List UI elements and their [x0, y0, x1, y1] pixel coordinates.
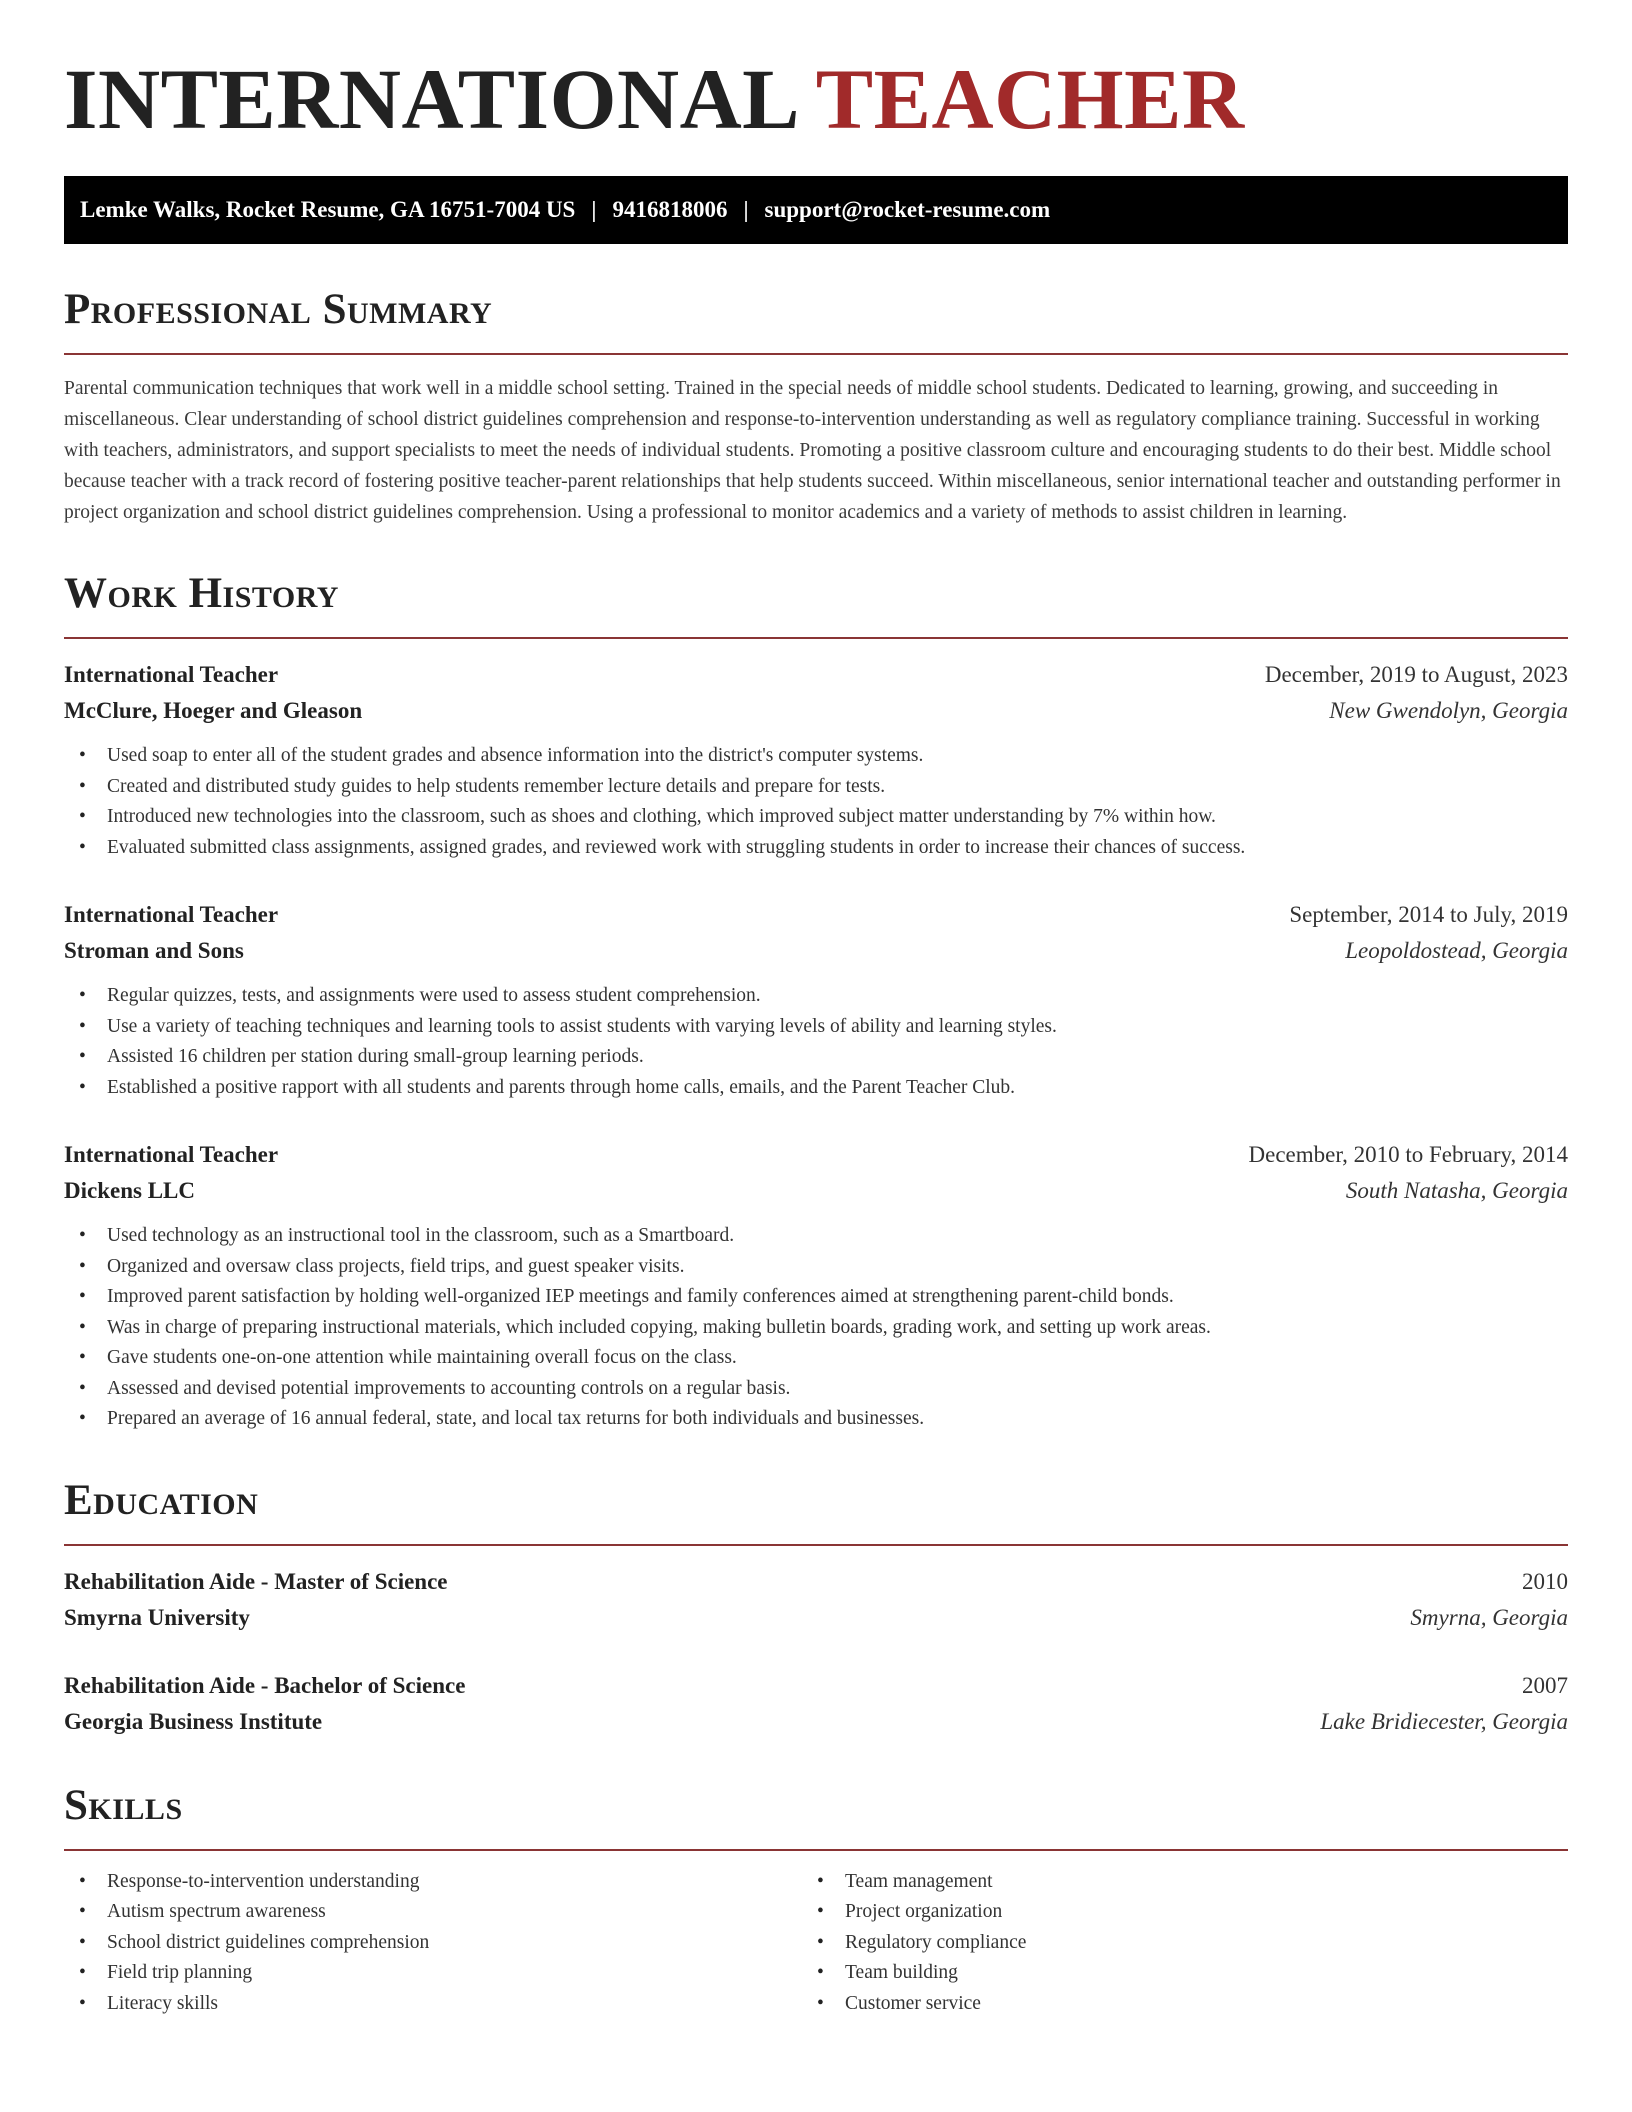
job-location: Leopoldostead, Georgia [1345, 938, 1568, 963]
list-item: • Established a positive rapport with all students and parents through home calls, emails, and the Parent Teacher Club. [64, 1073, 1568, 1104]
education-entry [64, 1668, 1568, 1740]
list-item: • Introduced new technologies into the classroom, such as shoes and clothing, which improved subject matter understanding by 7% within how. [64, 802, 1568, 833]
education-school: Georgia Business Institute [64, 1708, 323, 1734]
skills-section [64, 1781, 1568, 2020]
job-dates: December, 2010 to February, 2014 [1248, 1142, 1568, 1167]
job-entry [64, 657, 1568, 863]
education-location: Smyrna, Georgia [1410, 1604, 1568, 1630]
contact-address: Lemke Walks, Rocket Resume, GA 16751-7004 US [80, 197, 576, 222]
skill-item: • Response-to-intervention understanding [64, 1867, 802, 1898]
skill-item: • Customer service [802, 1989, 1540, 2020]
job-company: Stroman and Sons [64, 938, 244, 963]
education-school: Smyrna University [64, 1604, 250, 1630]
job-location: South Natasha, Georgia [1345, 1178, 1568, 1203]
section-title-summary: Professional Summary [64, 286, 493, 333]
education-entry [64, 1564, 1568, 1636]
skill-item: • Project organization [802, 1897, 1540, 1928]
job-entry [64, 897, 1568, 1103]
job-location: New Gwendolyn, Georgia [1329, 698, 1568, 723]
list-item: • Assessed and devised potential improvements to accounting controls on a regular basis. [64, 1374, 1568, 1405]
skills-grid [64, 1867, 1568, 2020]
list-item: • Created and distributed study guides to help students remember lecture details and prepare for tests. [64, 772, 1568, 803]
skills-list [64, 1867, 802, 2020]
contact-separator: | [591, 197, 597, 222]
section-title-work-history: Work History [64, 570, 339, 617]
skills-column-left [64, 1867, 802, 2020]
list-item: • Use a variety of teaching techniques and learning tools to assist students with varying levels of ability and learning styles. [64, 1012, 1568, 1043]
job-bullets [64, 1221, 1568, 1435]
resume-name [64, 51, 1568, 147]
job-entry [64, 1137, 1568, 1435]
job-company: Dickens LLC [64, 1178, 195, 1203]
list-item: • Gave students one-on-one attention while maintaining overall focus on the class. [64, 1343, 1568, 1374]
job-dates: September, 2014 to July, 2019 [1289, 902, 1568, 927]
list-item: • Regular quizzes, tests, and assignments were used to assess student comprehension. [64, 981, 1568, 1012]
summary-section [64, 288, 1568, 528]
education-year: 2007 [1522, 1672, 1568, 1698]
education-degree: Rehabilitation Aide - Master of Science [64, 1568, 448, 1594]
skill-item: • Field trip planning [64, 1958, 802, 1989]
education-section [64, 1476, 1568, 1740]
job-dates: December, 2019 to August, 2023 [1264, 662, 1568, 687]
summary-text: Parental communication techniques that work well in a middle school setting. Trained in the special needs of middle school students. Dedicated to learning, growing, and succeeding in miscellaneous. Clear understanding of school district guidelines comprehension and response-to-intervention understanding as well as regulatory compliance training. Successful in working with teachers, administrators, and support specialists to meet the needs of individual students. Promoting a positive classroom culture and encouraging students to do their best. Middle school because teacher with a track record of fostering positive teacher-parent relationships that help students succeed. Within miscellaneous, senior international teacher and outstanding performer in project organization and school district guidelines comprehension. Using a professional to monitor academics and a variety of methods to assist children in learning. [64, 378, 1561, 523]
section-divider [64, 637, 1568, 639]
list-item: • Organized and oversaw class projects, field trips, and guest speaker visits. [64, 1252, 1568, 1283]
skill-item: • Regulatory compliance [802, 1928, 1540, 1959]
skills-list [802, 1867, 1540, 2020]
contact-separator: | [743, 197, 749, 222]
job-title: International Teacher [64, 902, 279, 927]
work-history-section [64, 572, 1568, 1435]
list-item: • Assisted 16 children per station during small-group learning periods. [64, 1042, 1568, 1073]
section-divider [64, 1849, 1568, 1851]
skill-item: • Team building [802, 1958, 1540, 1989]
job-bullets [64, 981, 1568, 1103]
skill-item: • Team management [802, 1867, 1540, 1898]
job-company: McClure, Hoeger and Gleason [64, 698, 363, 723]
skill-item: • Autism spectrum awareness [64, 1897, 802, 1928]
skill-item: • School district guidelines comprehension [64, 1928, 802, 1959]
section-title-skills: Skills [64, 1781, 183, 1829]
skill-item: • Literacy skills [64, 1989, 802, 2020]
job-title: International Teacher [64, 1142, 279, 1167]
list-item: • Was in charge of preparing instructional materials, which included copying, making bulletin boards, grading work, and setting up work areas. [64, 1313, 1568, 1344]
job-bullets [64, 741, 1568, 863]
contact-bar [64, 176, 1568, 244]
section-divider [64, 1544, 1568, 1546]
section-title-education: Education [64, 1476, 259, 1524]
name-last: TEACHER [815, 51, 1245, 147]
name-first: INTERNATIONAL [64, 51, 796, 147]
contact-phone: 9416818006 [612, 197, 728, 222]
section-divider [64, 353, 1568, 355]
list-item: • Evaluated submitted class assignments, assigned grades, and reviewed work with struggling students in order to increase their chances of success. [64, 833, 1568, 864]
list-item: • Improved parent satisfaction by holding well-organized IEP meetings and family conferences aimed at strengthening parent-child bonds. [64, 1282, 1568, 1313]
education-year: 2010 [1522, 1568, 1568, 1594]
list-item: • Used technology as an instructional tool in the classroom, such as a Smartboard. [64, 1221, 1568, 1252]
list-item: • Prepared an average of 16 annual federal, state, and local tax returns for both individuals and businesses. [64, 1404, 1568, 1435]
job-title: International Teacher [64, 662, 279, 687]
education-location: Lake Bridiecester, Georgia [1320, 1708, 1568, 1734]
skills-column-right [802, 1867, 1540, 2020]
education-degree: Rehabilitation Aide - Bachelor of Science [64, 1672, 466, 1698]
contact-email: support@rocket-resume.com [764, 197, 1051, 222]
list-item: • Used soap to enter all of the student grades and absence information into the district's computer systems. [64, 741, 1568, 772]
